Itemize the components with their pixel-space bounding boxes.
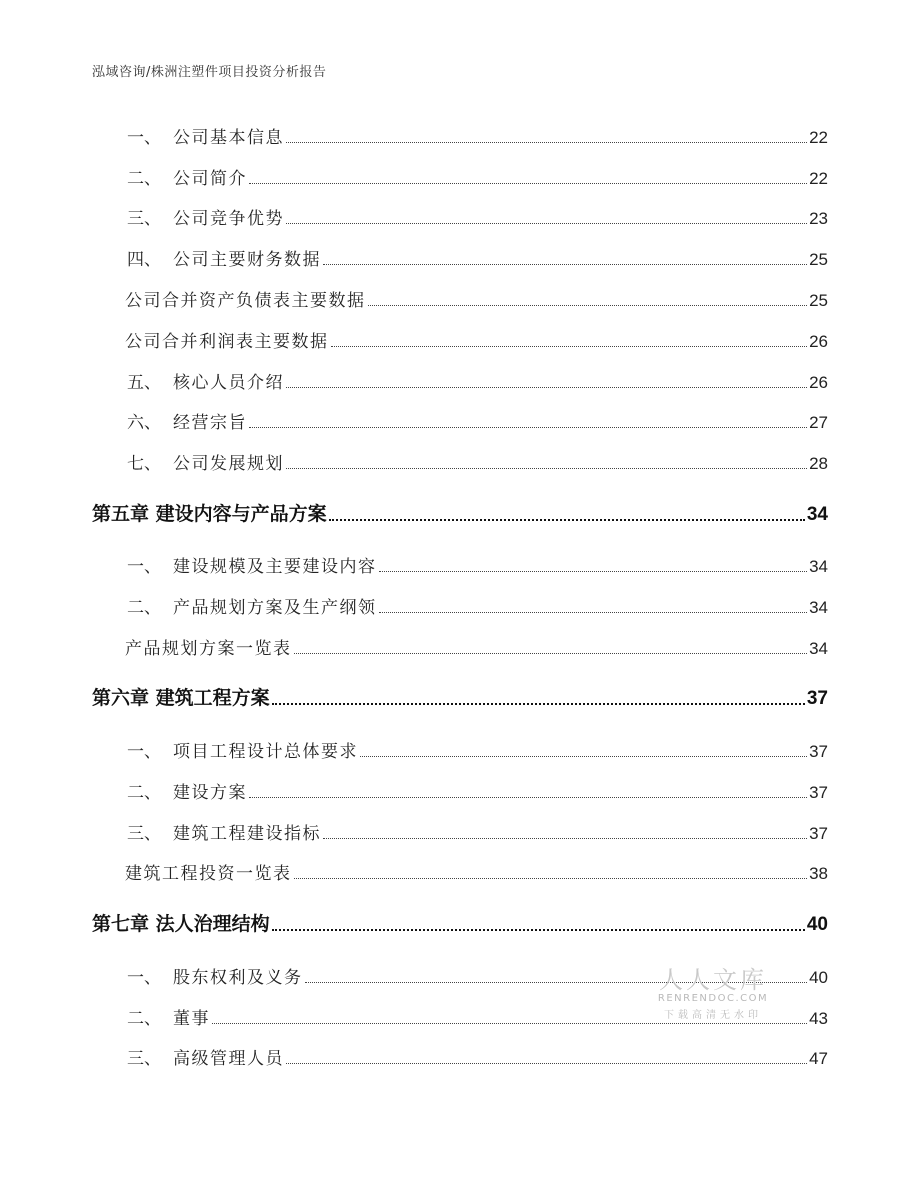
watermark: [648, 960, 778, 1021]
toc-entry-page: 27: [809, 413, 828, 432]
toc-entry-label: 核心人员介绍: [173, 373, 284, 393]
toc-entry-label: 高级管理人员: [173, 1049, 284, 1069]
toc-entry[interactable]: [0, 738, 920, 762]
toc-entry-number: 三、: [127, 1049, 161, 1069]
toc-chapter-label: 第五章 建设内容与产品方案: [92, 503, 327, 525]
toc-entry-label: 公司合并资产负债表主要数据: [125, 291, 366, 311]
toc-entry-label: 董事: [173, 1009, 210, 1029]
toc-leader-dots: [286, 467, 807, 469]
toc-entry-number: 一、: [127, 968, 161, 988]
toc-entry-number: 四、: [127, 250, 161, 270]
toc-leader-dots: [331, 345, 808, 347]
toc-chapter-label: 第七章 法人治理结构: [92, 913, 270, 935]
toc-chapter-entry[interactable]: [0, 912, 920, 936]
toc-entry-number: 七、: [127, 454, 161, 474]
toc-entry-number: 二、: [127, 169, 161, 189]
toc-entry[interactable]: [0, 820, 920, 844]
toc-entry-page: 38: [809, 864, 828, 883]
toc-entry-label: 公司发展规划: [173, 454, 284, 474]
toc-entry[interactable]: [0, 246, 920, 270]
toc-entry-page: 25: [809, 291, 828, 310]
watermark-url: RENRENDOC.COM: [657, 993, 769, 1004]
toc-entry[interactable]: [0, 205, 920, 229]
toc-entry-label: 公司主要财务数据: [173, 250, 321, 270]
toc-entry-page: 37: [809, 783, 828, 802]
toc-entry-number: 五、: [127, 373, 161, 393]
toc-entry[interactable]: [0, 450, 920, 474]
toc-entry-label: 公司合并利润表主要数据: [125, 332, 329, 352]
toc-entry-label: 建筑工程建设指标: [173, 824, 321, 844]
toc-entry-page: 22: [809, 128, 828, 147]
toc-entry-number: 六、: [127, 413, 161, 433]
toc-leader-dots: [286, 222, 807, 224]
page-header: 泓域咨询/株洲注塑件项目投资分析报告: [92, 65, 327, 80]
toc-entry-page: 34: [806, 504, 828, 525]
toc-entry-table[interactable]: [0, 860, 920, 884]
toc-entry-page: 22: [809, 169, 828, 188]
toc-entry-label: 建设方案: [173, 783, 247, 803]
toc-leader-dots: [368, 304, 808, 306]
toc-leader-dots: [379, 570, 808, 572]
toc-entry-number: 一、: [127, 128, 161, 148]
toc-entry-label: 产品规划方案一览表: [125, 639, 292, 659]
toc-entry-label: 经营宗旨: [173, 413, 247, 433]
toc-entry-label: 项目工程设计总体要求: [173, 742, 358, 762]
toc-entry-number: 二、: [127, 783, 161, 803]
toc-entry[interactable]: [0, 779, 920, 803]
toc-leader-dots: [294, 652, 808, 654]
toc-entry-number: 一、: [127, 742, 161, 762]
watermark-logo-text: 人人文库: [659, 966, 767, 994]
toc-leader-dots: [249, 796, 807, 798]
toc-entry-page: 37: [806, 688, 828, 709]
toc-entry[interactable]: [0, 1045, 920, 1069]
toc-entry-label: 公司竞争优势: [173, 209, 284, 229]
toc-entry-label: 公司简介: [173, 169, 247, 189]
toc-leader-dots: [360, 755, 807, 757]
toc-chapter-entry[interactable]: [0, 686, 920, 710]
toc-entry-page: 34: [809, 598, 828, 617]
toc-entry[interactable]: [0, 369, 920, 393]
toc-entry-page: 23: [809, 209, 828, 228]
toc-entry-number: 三、: [127, 824, 161, 844]
toc-entry-label: 建筑工程投资一览表: [125, 864, 292, 884]
watermark-tagline: 下载高清无水印: [664, 1010, 762, 1021]
toc-entry-table[interactable]: [0, 328, 920, 352]
toc-leader-dots: [286, 386, 807, 388]
toc-entry-page: 26: [809, 373, 828, 392]
toc-leader-dots: [272, 702, 805, 705]
toc-leader-dots: [272, 928, 805, 931]
toc-entry[interactable]: [0, 964, 920, 988]
toc-entry-label: 产品规划方案及生产纲领: [173, 598, 377, 618]
toc-entry-page: 43: [809, 1009, 828, 1028]
toc-entry[interactable]: [0, 409, 920, 433]
toc-entry-number: 二、: [127, 1009, 161, 1029]
toc-entry-page: 40: [806, 914, 828, 935]
toc-leader-dots: [323, 837, 807, 839]
toc-entry-page: 37: [809, 824, 828, 843]
toc-entry-page: 34: [809, 639, 828, 658]
toc-leader-dots: [294, 877, 808, 879]
toc-entry-table[interactable]: [0, 287, 920, 311]
toc-entry-page: 25: [809, 250, 828, 269]
toc-entry-page: 40: [809, 968, 828, 987]
toc-entry[interactable]: [0, 1005, 920, 1029]
toc-entry-page: 47: [809, 1049, 828, 1068]
toc-leader-dots: [249, 182, 807, 184]
toc-entry-label: 公司基本信息: [173, 128, 284, 148]
toc-chapter-entry[interactable]: [0, 502, 920, 526]
toc-entry-page: 37: [809, 742, 828, 761]
toc-leader-dots: [323, 263, 807, 265]
toc-entry[interactable]: [0, 594, 920, 618]
toc-leader-dots: [329, 518, 805, 521]
toc-entry-label: 建设规模及主要建设内容: [173, 557, 377, 577]
toc-entry-label: 股东权利及义务: [173, 968, 303, 988]
toc-entry[interactable]: [0, 124, 920, 148]
toc-entry-page: 34: [809, 557, 828, 576]
toc-leader-dots: [379, 611, 808, 613]
toc-entry-number: 一、: [127, 557, 161, 577]
toc-entry-page: 26: [809, 332, 828, 351]
toc-leader-dots: [286, 1062, 807, 1064]
toc-entry-page: 28: [809, 454, 828, 473]
toc-leader-dots: [249, 426, 807, 428]
toc-entry-number: 三、: [127, 209, 161, 229]
toc-entry[interactable]: [0, 165, 920, 189]
toc-entry-table[interactable]: [0, 635, 920, 659]
toc-entry[interactable]: [0, 553, 920, 577]
toc-entry-number: 二、: [127, 598, 161, 618]
toc-chapter-label: 第六章 建筑工程方案: [92, 687, 270, 709]
toc-leader-dots: [212, 1022, 807, 1024]
toc-leader-dots: [286, 141, 807, 143]
